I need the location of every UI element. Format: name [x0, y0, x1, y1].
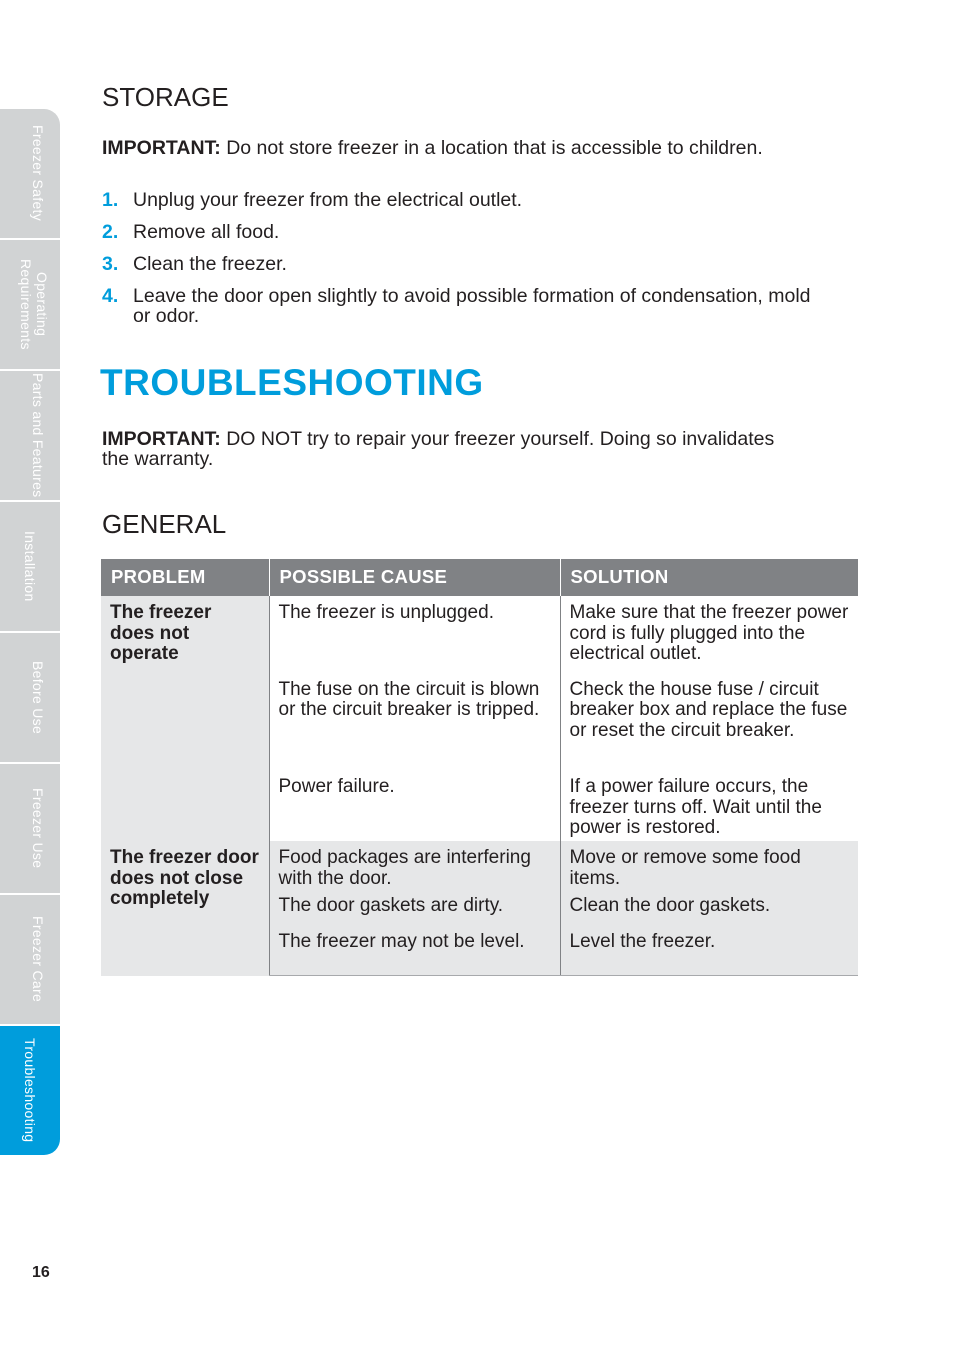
step-text: Leave the door open slightly to avoid possible formation of condensation, mold or odor.	[133, 285, 811, 327]
cause-cell: The freezer is unplugged.	[269, 596, 560, 673]
cause-cell: The fuse on the circuit is blown or the circuit breaker is tripped.	[269, 673, 560, 771]
step-text: Clean the freezer.	[133, 253, 287, 275]
side-tab-operating-requirements[interactable]	[0, 240, 60, 369]
side-tab-installation[interactable]	[0, 502, 60, 631]
step-number: 3.	[102, 253, 119, 275]
solution-cell: Check the house fuse / circuit breaker box and replace the fuse or reset the circuit breaker.	[560, 673, 858, 771]
column-header-problem: PROBLEM	[101, 559, 269, 596]
troubleshooting-important-note	[102, 429, 792, 469]
step-text: Unplug your freezer from the electrical outlet.	[133, 189, 523, 211]
solution-cell: Clean the door gaskets.	[560, 889, 858, 925]
cause-cell: Food packages are interfering with the door.	[269, 841, 560, 889]
side-tab-navigation	[0, 109, 60, 1155]
side-tab-before-use[interactable]	[0, 633, 60, 762]
cause-cell: The door gaskets are dirty.	[269, 889, 560, 925]
troubleshooting-table	[101, 559, 858, 976]
cause-cell: Power failure.	[269, 770, 560, 841]
step-number: 2.	[102, 221, 119, 243]
list-item	[102, 190, 822, 210]
side-tab-label: Freezer Use	[30, 788, 46, 869]
important-label: IMPORTANT:	[102, 428, 221, 450]
side-tab-label: Freezer Care	[30, 916, 46, 1003]
storage-important-note	[102, 138, 822, 158]
problem-cell: The freezer does not operate	[101, 596, 269, 841]
table-row	[101, 841, 858, 889]
step-text: Remove all food.	[133, 221, 280, 243]
side-tab-label: Before Use	[30, 660, 46, 735]
side-tab-parts-and-features[interactable]	[0, 371, 60, 500]
list-item	[102, 222, 822, 242]
solution-cell: Level the freezer.	[560, 925, 858, 976]
side-tab-label: Troubleshooting	[22, 1038, 38, 1143]
side-tab-label: Installation	[22, 531, 38, 602]
important-text: Do not store freezer in a location that is accessible to children.	[220, 137, 763, 159]
cause-cell: The freezer may not be level.	[269, 925, 560, 976]
general-heading: GENERAL	[102, 509, 227, 539]
storage-steps	[102, 190, 822, 326]
column-header-solution: SOLUTION	[560, 559, 858, 596]
side-tab-freezer-care[interactable]	[0, 895, 60, 1024]
table-header-row	[101, 559, 858, 596]
side-tab-label: Freezer Safety	[30, 125, 46, 222]
solution-cell: Move or remove some food items.	[560, 841, 858, 889]
solution-cell: If a power failure occurs, the freezer turns off. Wait until the power is restored.	[560, 770, 858, 841]
table-row	[101, 596, 858, 673]
list-item	[102, 254, 822, 274]
troubleshooting-heading: TROUBLESHOOTING	[100, 362, 484, 403]
column-header-possible-cause: POSSIBLE CAUSE	[269, 559, 560, 596]
side-tab-freezer-safety[interactable]	[0, 109, 60, 238]
side-tab-freezer-use[interactable]	[0, 764, 60, 893]
step-number: 1.	[102, 189, 119, 211]
problem-cell: The freezer door does not close completely	[101, 841, 269, 976]
side-tab-label: Parts and Features	[30, 373, 46, 498]
page-number: 16	[32, 1264, 50, 1281]
side-tab-label: Operating Requirements	[18, 259, 50, 350]
storage-heading: STORAGE	[102, 82, 229, 112]
important-label: IMPORTANT:	[102, 137, 221, 159]
list-item	[102, 286, 822, 326]
solution-cell: Make sure that the freezer power cord is fully plugged into the electrical outlet.	[560, 596, 858, 673]
side-tab-troubleshooting[interactable]	[0, 1026, 60, 1155]
important-text: DO NOT try to repair your freezer yourself. Doing so invalidates the warranty.	[102, 428, 775, 470]
step-number: 4.	[102, 285, 119, 307]
